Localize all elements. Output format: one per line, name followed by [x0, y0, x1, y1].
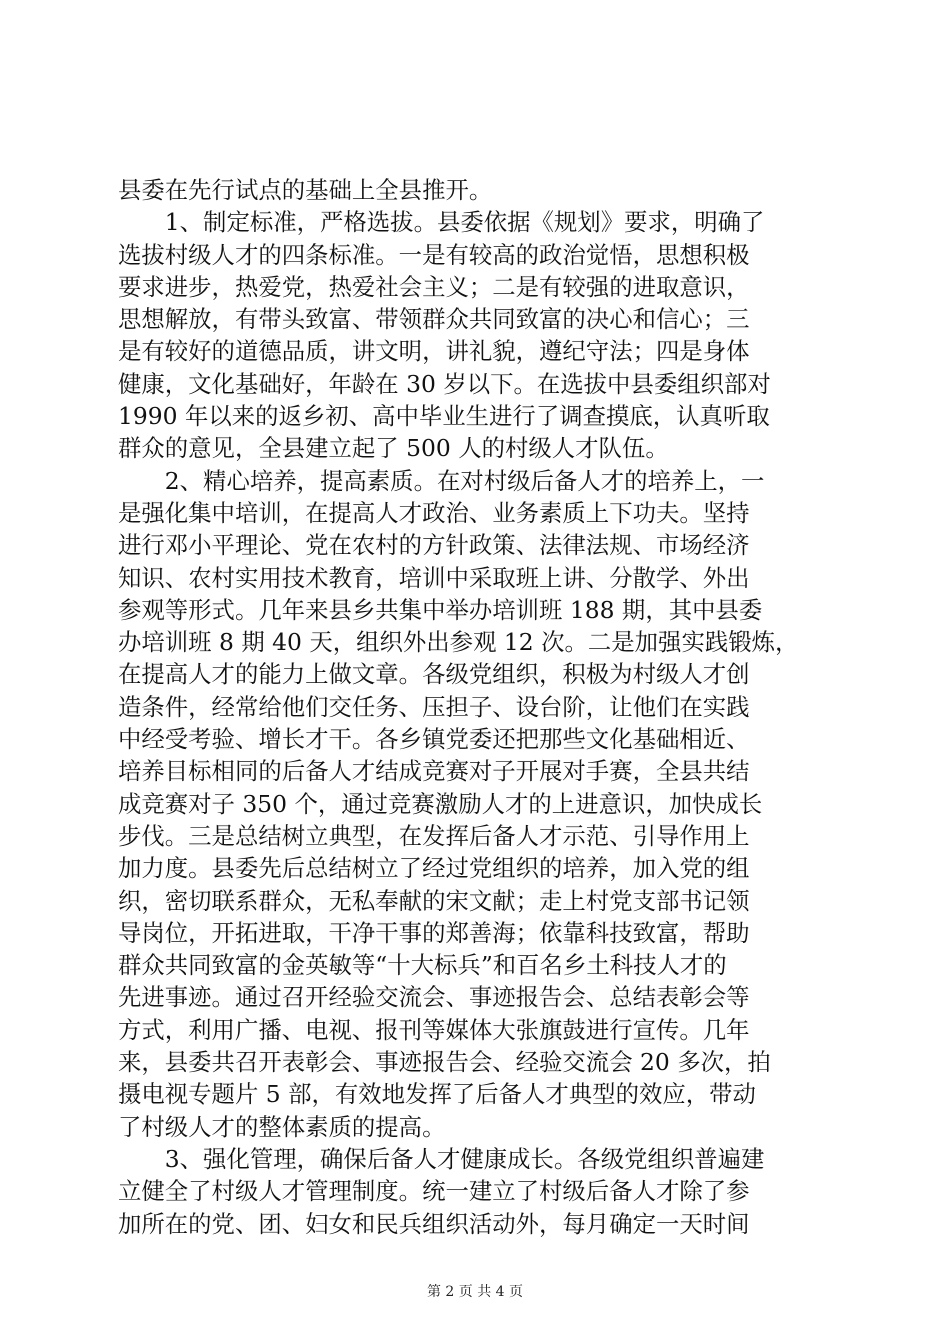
- text-line: 了村级人才的整体素质的提高。: [118, 1112, 446, 1141]
- page-footer: 第 2 页 共 4 页: [426, 1284, 524, 1300]
- text-line: 群众的意见，全县建立起了 500 人的村级人才队伍。: [118, 434, 669, 463]
- text-line: 选拔村级人才的四条标准。一是有较高的政治觉悟，思想积极: [118, 240, 750, 269]
- text-line: 办培训班 8 期 40 天，组织外出参观 12 次。二是加强实践锻炼，: [118, 628, 799, 657]
- text-line: 在提高人才的能力上做文章。各级党组织，积极为村级人才创: [118, 660, 750, 689]
- text-line: 思想解放，有带头致富、带领群众共同致富的决心和信心；三: [118, 305, 750, 334]
- text-line: 要求进步，热爱党，热爱社会主义；二是有较强的进取意识，: [118, 272, 750, 301]
- text-line: 群众共同致富的金英敏等“十大标兵”和百名乡土科技人才的: [118, 951, 727, 980]
- text-line: 织，密切联系群众，无私奉献的宋文献；走上村党支部书记领: [118, 886, 750, 915]
- text-line: 2、精心培养，提高素质。在对村级后备人才的培养上，一: [118, 466, 765, 495]
- text-line: 导岗位，开拓进取，干净干事的郑善海；依靠科技致富，帮助: [118, 918, 750, 947]
- text-line: 参观等形式。几年来县乡共集中举办培训班 188 期，其中县委: [118, 595, 763, 624]
- text-line: 来，县委共召开表彰会、事迹报告会、经验交流会 20 多次，拍: [118, 1048, 771, 1077]
- text-line: 先进事迹。通过召开经验交流会、事迹报告会、总结表彰会等: [118, 983, 750, 1012]
- text-line: 中经受考验、增长才干。各乡镇党委还把那些文化基础相近、: [118, 725, 750, 754]
- text-line: 成竞赛对子 350 个，通过竞赛激励人才的上进意识，加快成长: [118, 789, 763, 818]
- text-line: 立健全了村级人才管理制度。统一建立了村级后备人才除了参: [118, 1177, 750, 1206]
- text-line: 健康，文化基础好，年龄在 30 岁以下。在选拔中县委组织部对: [118, 369, 771, 398]
- text-line: 县委在先行试点的基础上全县推开。: [118, 176, 493, 204]
- text-line: 知识、农村实用技术教育，培训中采取班上讲、分散学、外出: [118, 563, 750, 592]
- text-line: 加力度。县委先后总结树立了经过党组织的培养，加入党的组: [118, 854, 750, 883]
- body-text: [118, 174, 830, 1240]
- text-line: 步伐。三是总结树立典型，在发挥后备人才示范、引导作用上: [118, 821, 750, 850]
- text-line: 1、制定标准，严格选拔。县委依据《规划》要求，明确了: [118, 208, 765, 237]
- text-line: 1990 年以来的返乡初、高中毕业生进行了调查摸底，认真听取: [118, 402, 770, 431]
- text-line: 3、强化管理，确保后备人才健康成长。各级党组织普遍建: [118, 1144, 765, 1173]
- text-line: 摄电视专题片 5 部，有效地发挥了后备人才典型的效应，带动: [118, 1080, 756, 1109]
- text-line: 方式，利用广播、电视、报刊等媒体大张旗鼓进行宣传。几年: [118, 1015, 750, 1044]
- text-line: 造条件，经常给他们交任务、压担子、设台阶，让他们在实践: [118, 692, 750, 721]
- text-line: 是强化集中培训，在提高人才政治、业务素质上下功夫。坚持: [118, 498, 750, 527]
- text-line: 加所在的党、团、妇女和民兵组织活动外，每月确定一天时间: [118, 1209, 750, 1238]
- text-line: 培养目标相同的后备人才结成竞赛对子开展对手赛，全县共结: [118, 757, 750, 786]
- text-line: 进行邓小平理论、党在农村的方针政策、法律法规、市场经济: [118, 531, 750, 560]
- text-line: 是有较好的道德品质，讲文明，讲礼貌，遵纪守法；四是身体: [118, 337, 750, 366]
